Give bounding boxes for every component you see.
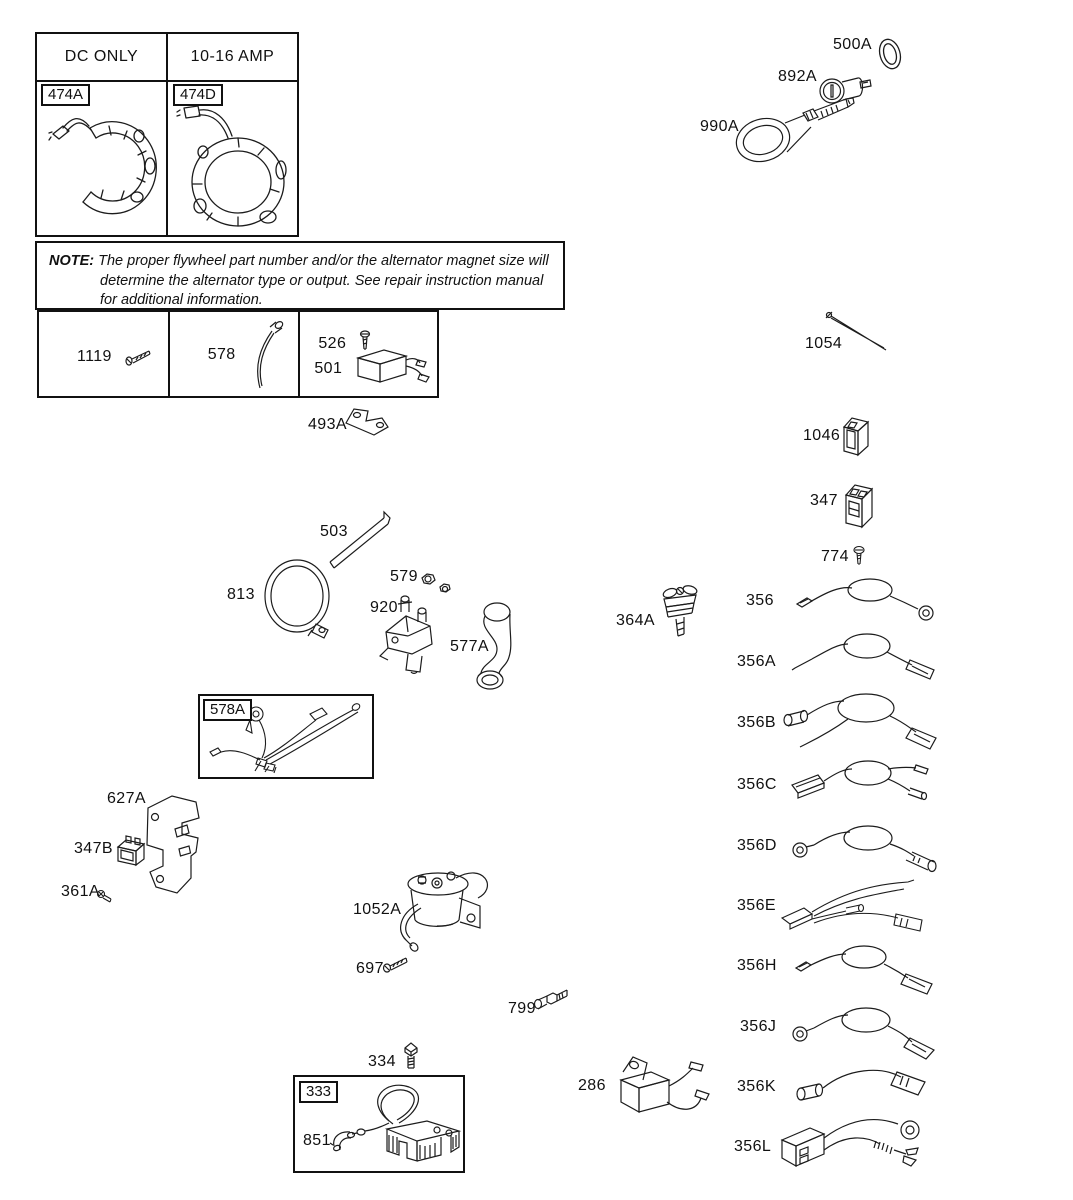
bolt-334-drawing	[400, 1040, 422, 1072]
part-label-1052A: 1052A	[353, 901, 402, 918]
wire-356H-drawing	[790, 940, 940, 996]
part-label-364A: 364A	[616, 612, 655, 629]
part-label-851: 851	[303, 1132, 331, 1149]
part-label-356E: 356E	[737, 897, 776, 914]
part-label-1054: 1054	[805, 335, 843, 352]
note-box	[35, 241, 565, 310]
part-label-503: 503	[320, 523, 348, 540]
part-label-493A: 493A	[308, 416, 347, 433]
wire-356-drawing	[792, 576, 940, 624]
plug-799-drawing	[532, 985, 572, 1011]
part-label-990A: 990A	[700, 118, 739, 135]
part-label-286: 286	[578, 1077, 606, 1094]
plug-364A-drawing	[656, 582, 706, 646]
note-body: The proper flywheel part number and/or the alternator magnet size will determine the alternator type or output. See repair instruction manual for additional information.	[98, 253, 549, 309]
cell-578	[170, 312, 301, 396]
clamp-813-drawing	[260, 558, 338, 644]
part-label-474A: 474A	[41, 84, 90, 106]
part-label-333: 333	[299, 1081, 338, 1103]
part-label-356A: 356A	[737, 653, 776, 670]
part-label-526: 526	[318, 335, 347, 352]
part-label-697: 697	[356, 960, 384, 977]
cell-526-501	[300, 312, 437, 396]
part-label-356J: 356J	[740, 1018, 777, 1035]
header-10-16-amp: 10-16 AMP	[190, 48, 275, 65]
bracket-493A-drawing	[340, 401, 395, 439]
wire-356D-drawing	[788, 818, 943, 878]
note-text	[49, 252, 553, 311]
part-label-579: 579	[390, 568, 418, 585]
switch-347B-drawing	[112, 833, 158, 869]
part-label-334: 334	[368, 1053, 396, 1070]
part-label-1046: 1046	[803, 427, 841, 444]
cell-474D	[168, 82, 297, 235]
switch-1046-drawing	[839, 413, 875, 459]
switch-347-drawing	[841, 477, 881, 531]
wire-356B-drawing	[778, 690, 938, 752]
header-dc-only: DC ONLY	[37, 34, 168, 80]
part-label-813: 813	[227, 586, 255, 603]
screw-361A-drawing	[96, 888, 114, 904]
part-label-356: 356	[746, 592, 774, 609]
screw-697-drawing	[382, 954, 410, 974]
boot-577A-drawing	[470, 601, 518, 691]
diode-286-drawing	[607, 1050, 707, 1132]
alternator-table	[35, 32, 299, 237]
part-label-1119: 1119	[77, 348, 112, 365]
wire-356A-drawing	[790, 626, 940, 682]
ring-500A-drawing	[874, 34, 906, 74]
wire-356E-drawing	[778, 876, 938, 936]
wire-356J-drawing	[788, 1000, 943, 1060]
cell-474A	[37, 82, 168, 235]
solenoid-1052A-drawing	[392, 860, 494, 956]
part-label-578: 578	[207, 346, 236, 363]
part-label-627A: 627A	[107, 790, 146, 807]
part-label-356K: 356K	[737, 1078, 776, 1095]
part-label-892A: 892A	[778, 68, 817, 85]
part-label-920: 920	[370, 599, 398, 616]
stator-ring-drawing	[176, 100, 290, 232]
part-label-356H: 356H	[737, 957, 777, 974]
wire-356K-drawing	[793, 1062, 938, 1114]
part-label-356C: 356C	[737, 776, 777, 793]
screw-1119-drawing	[125, 348, 153, 366]
coil-333-drawing	[347, 1079, 463, 1173]
part-label-356L: 356L	[734, 1138, 772, 1155]
note-label: NOTE:	[49, 253, 95, 269]
part-label-799: 799	[508, 1000, 536, 1017]
small-parts-table	[37, 310, 439, 398]
part-label-501: 501	[314, 360, 343, 377]
harness-578A-box	[198, 694, 374, 779]
part-label-578A: 578A	[203, 699, 252, 721]
part-label-774: 774	[821, 548, 849, 565]
alternator-table-header	[37, 34, 297, 82]
cell-1119	[39, 312, 170, 396]
screw-774-drawing	[851, 545, 867, 569]
part-label-356D: 356D	[737, 837, 777, 854]
rod-1054-drawing	[822, 308, 892, 356]
coil-333-box	[293, 1075, 465, 1173]
cable-578-drawing	[248, 318, 288, 394]
part-label-500A: 500A	[833, 36, 872, 53]
module-501-drawing	[350, 340, 434, 390]
part-label-347B: 347B	[74, 840, 113, 857]
stator-segment-drawing	[49, 104, 161, 230]
part-label-361A: 361A	[61, 883, 100, 900]
wire-356L-drawing	[776, 1108, 946, 1196]
part-label-474D: 474D	[173, 84, 223, 106]
part-label-356B: 356B	[737, 714, 776, 731]
alternator-table-body	[37, 82, 297, 235]
part-label-347: 347	[810, 492, 838, 509]
part-label-577A: 577A	[450, 638, 489, 655]
key-990A-drawing	[733, 90, 861, 168]
wire-356C-drawing	[788, 755, 943, 815]
